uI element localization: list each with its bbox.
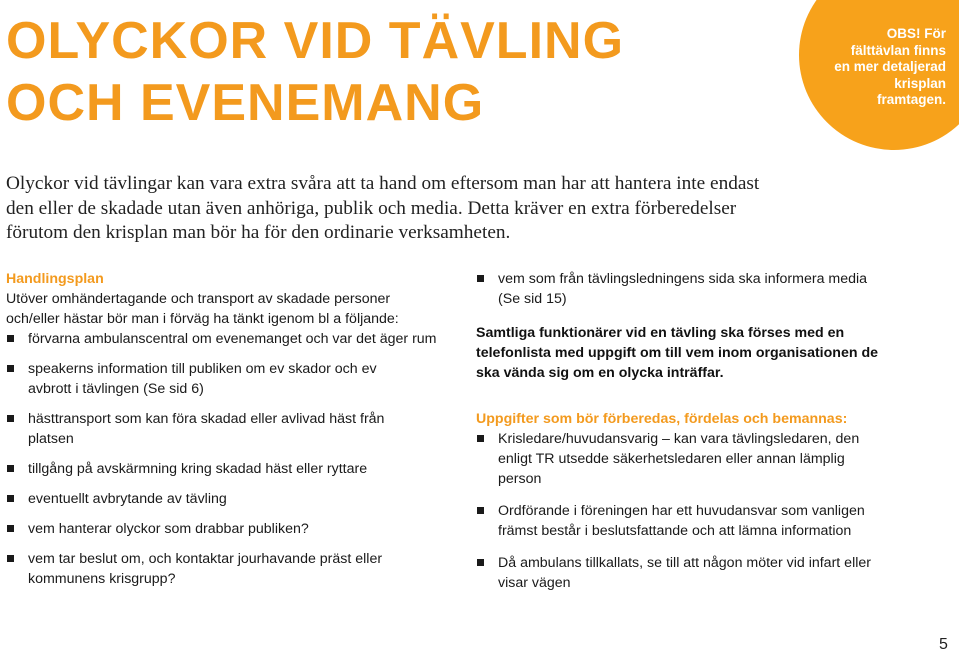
- obs-line: en mer detaljerad: [834, 59, 946, 74]
- intro-line: Olyckor vid tävlingar kan vara extra svåra att ta hand om eftersom man har att hantera inte endast: [6, 173, 760, 194]
- list-item: [476, 501, 946, 541]
- list-item-text: eventuellt avbrytande av tävling: [28, 491, 227, 507]
- list-item-text: förvarna ambulanscentral om evenemanget och var det äger rum: [28, 331, 437, 347]
- intro-line: förutom den krisplan man bör ha för den ordinarie verksamheten.: [6, 222, 511, 243]
- intro-paragraph: [6, 172, 951, 246]
- lead-line: Utöver omhändertagande och transport av skadade personer: [6, 291, 391, 307]
- left-column: [6, 269, 461, 589]
- list-item: [476, 429, 946, 489]
- list-item-text: kommunens krisgrupp?: [28, 571, 176, 587]
- list-item-text: platsen: [28, 431, 74, 447]
- tasks-list: [476, 429, 946, 593]
- list-item-text: enligt TR utsedde säkerhetsledaren eller annan lämplig: [498, 451, 845, 467]
- list-item: [6, 519, 461, 539]
- media-list: [476, 269, 946, 309]
- list-item: [476, 269, 946, 309]
- phone-list-paragraph: [476, 323, 946, 383]
- title-line-2: OCH EVENEMANG: [6, 74, 485, 132]
- obs-line: framtagen.: [876, 92, 946, 107]
- lead-line: och/eller hästar bör man i förväg ha tänkt igenom bl a följande:: [6, 311, 399, 327]
- list-item: [476, 553, 946, 593]
- list-item-text: person: [498, 471, 542, 487]
- list-item-text: hästtransport som kan föra skadad eller avlivad häst från: [28, 411, 385, 427]
- intro-line: den eller de skadade utan även anhöriga, publik och media. Detta kräver en extra förberedelser: [6, 197, 737, 219]
- bold-line: Samtliga funktionärer vid en tävling ska förses med en: [476, 325, 845, 341]
- list-item: [6, 459, 461, 479]
- list-item-text: vem tar beslut om, och kontaktar jourhavande präst eller: [28, 551, 383, 567]
- handlingsplan-list: [6, 329, 461, 589]
- list-item: [6, 359, 461, 399]
- list-item-text: vem som från tävlingsledningens sida ska informera media: [498, 271, 868, 287]
- list-item-text: speakerns information till publiken om ev skador och ev: [28, 361, 377, 377]
- list-item-text: främst består i beslutsfattande och att lämna information: [498, 523, 852, 539]
- list-item-text: visar vägen: [498, 575, 571, 591]
- list-item-text: Krisledare/huvudansvarig – kan vara tävlingsledaren, den: [498, 431, 860, 447]
- page-number: 5: [939, 636, 948, 653]
- list-item-text: Ordförande i föreningen har ett huvudansvar som vanligen: [498, 503, 865, 519]
- title-line-1: OLYCKOR VID TÄVLING: [6, 12, 625, 70]
- right-column: [476, 269, 946, 593]
- obs-line: krisplan: [894, 75, 946, 91]
- handlingsplan-heading: Handlingsplan: [6, 271, 104, 287]
- tasks-heading: Uppgifter som bör förberedas, fördelas och bemannas:: [476, 411, 848, 427]
- bold-line: telefonlista med uppgift om till vem inom organisationen de: [476, 345, 879, 361]
- page-title: [6, 10, 624, 134]
- list-item-text: vem hanterar olyckor som drabbar publiken?: [28, 521, 309, 537]
- obs-line: fälttävlan finns: [850, 42, 946, 58]
- list-item-text: (Se sid 15): [498, 291, 567, 307]
- list-item-text: tillgång på avskärmning kring skadad häst eller ryttare: [28, 461, 368, 477]
- list-item-text: Då ambulans tillkallats, se till att någon möter vid infart eller: [498, 555, 871, 571]
- list-item: [6, 549, 461, 589]
- list-item: [6, 409, 461, 449]
- list-item-text: avbrott i tävlingen (Se sid 6): [28, 381, 204, 397]
- list-item: [6, 329, 461, 349]
- obs-line: OBS! För: [886, 26, 946, 41]
- bold-line: ska vända sig om en olycka inträffar.: [476, 365, 724, 381]
- obs-note-text: [806, 26, 946, 109]
- list-item: [6, 489, 461, 509]
- handlingsplan-lead: [6, 289, 461, 329]
